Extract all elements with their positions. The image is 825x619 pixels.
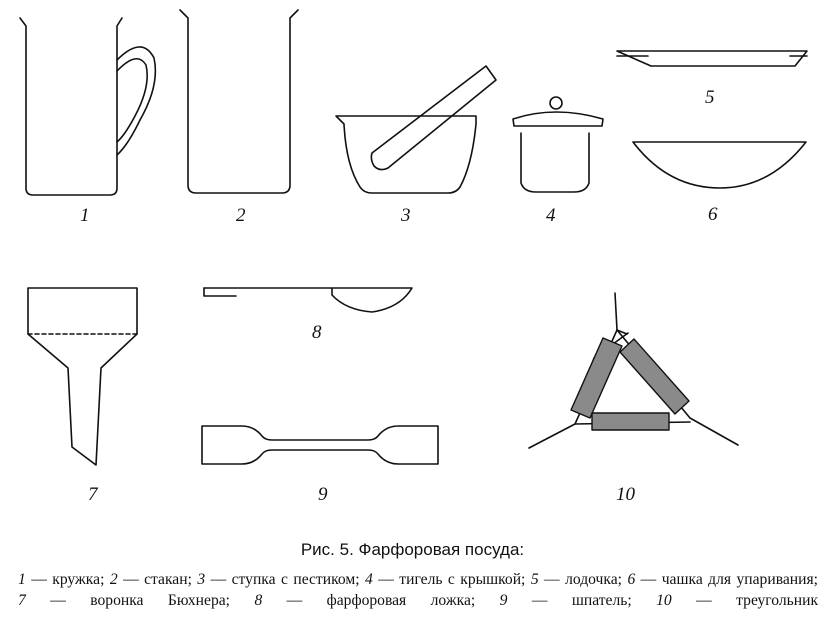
legend-item-9: 9 — шпатель;: [499, 592, 632, 609]
label-10: 10: [616, 484, 635, 505]
beaker-drawing: [180, 10, 298, 193]
legend-item-6: 6 — чашка для упаривания;: [627, 571, 818, 588]
buchner-funnel-drawing: [28, 288, 137, 465]
legend-line-2: [18, 590, 818, 611]
label-1: 1: [80, 205, 90, 226]
item-numbers: [80, 87, 718, 505]
legend-item-7: 7 — воронка Бюхнера;: [18, 592, 231, 609]
legend-item-2: 2 — стакан;: [109, 571, 192, 588]
legend-item-3: 3 — ступка с пестиком;: [197, 571, 360, 588]
mortar-pestle-drawing: [336, 66, 496, 193]
label-4: 4: [546, 205, 556, 226]
evaporating-dish-drawing: [633, 142, 806, 188]
figure-legend: [18, 569, 818, 611]
porcelain-spoon-drawing: [204, 288, 412, 312]
label-5: 5: [705, 87, 715, 108]
label-9: 9: [318, 484, 328, 505]
label-8: 8: [312, 322, 322, 343]
legend-item-8: 8 — фарфоровая ложка;: [254, 592, 476, 609]
mug-drawing: [20, 18, 155, 195]
legend-item-1: 1 — кружка;: [18, 571, 105, 588]
legend-item-10: 10 — треугольник: [656, 592, 819, 609]
legend-line-1: [18, 569, 818, 590]
legend-item-4: 4 — тигель с крышкой;: [365, 571, 526, 588]
spatula-drawing: [202, 426, 438, 464]
triangle-drawing: [529, 293, 738, 448]
label-3: 3: [401, 205, 411, 226]
label-6: 6: [708, 204, 718, 225]
crucible-drawing: [513, 97, 603, 192]
label-2: 2: [236, 205, 246, 226]
boat-drawing: [617, 51, 807, 66]
label-7: 7: [88, 484, 98, 505]
figure-caption-title: Рис. 5. Фарфоровая посуда:: [300, 540, 525, 559]
legend-item-5: 5 — лодочка;: [530, 571, 622, 588]
